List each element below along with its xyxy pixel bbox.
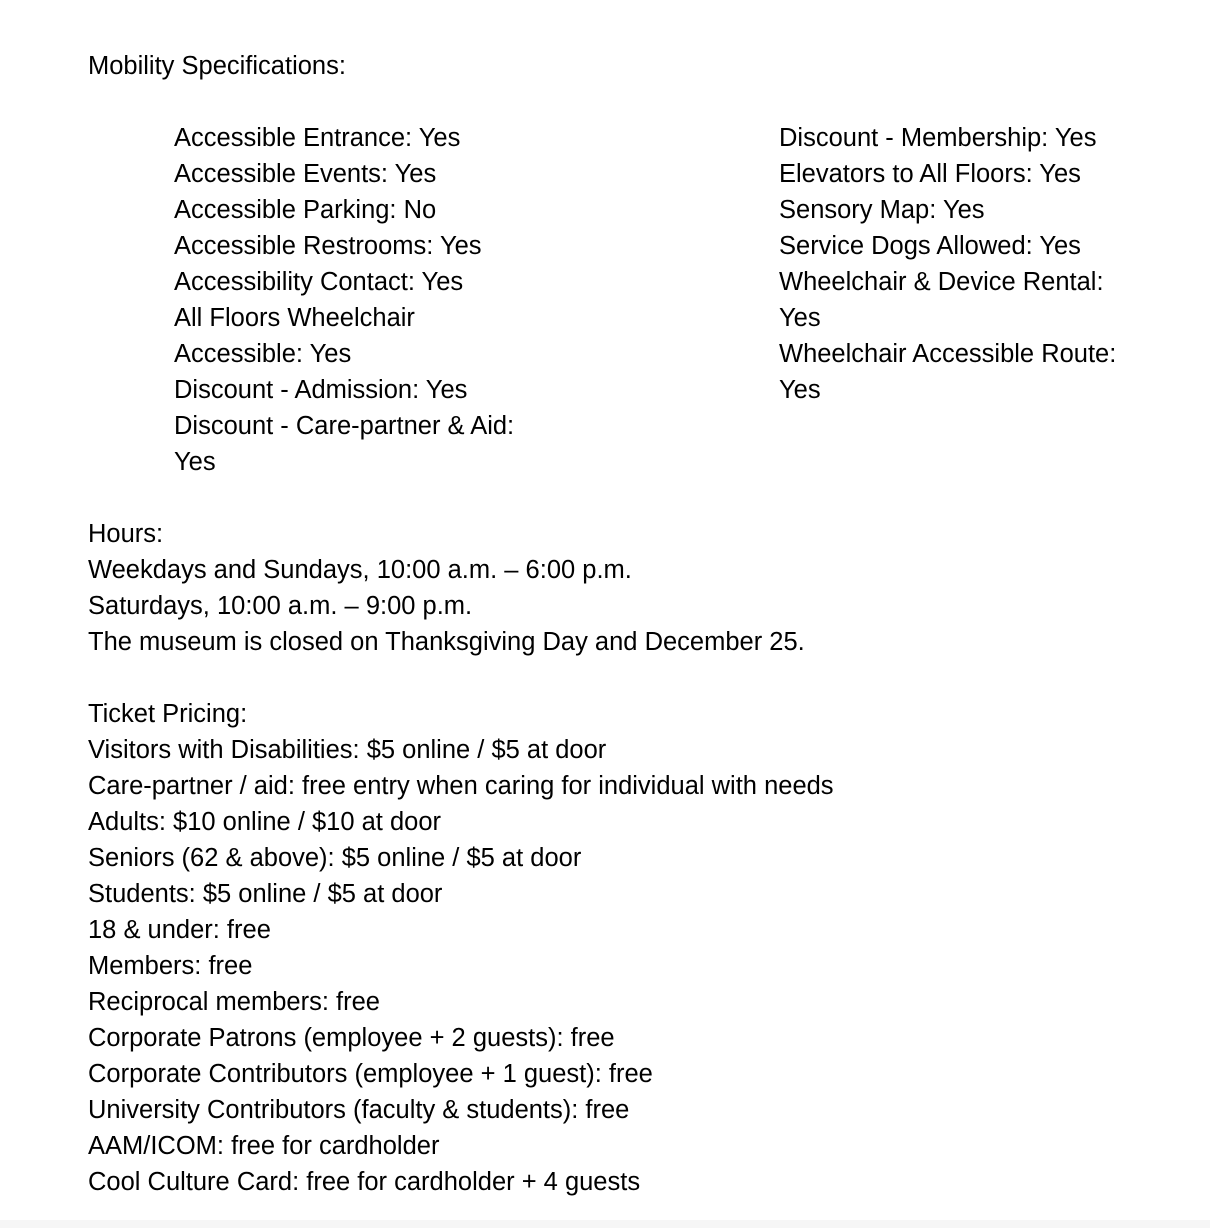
spec-item: Accessible Restrooms: Yes (174, 232, 482, 260)
hours-line: The museum is closed on Thanksgiving Day and December 25. (88, 628, 805, 656)
spec-item: Discount - Care-partner & Aid: Yes (174, 412, 515, 476)
ticket-price-line: University Contributors (faculty & students): free (88, 1096, 630, 1124)
spec-item: Accessibility Contact: Yes (174, 268, 464, 296)
ticket-price-line: AAM/ICOM: free for cardholder (88, 1132, 440, 1160)
ticket-price-line: Cool Culture Card: free for cardholder + 4 guests (88, 1168, 641, 1196)
spec-item: Discount - Admission: Yes (174, 376, 468, 404)
hours-heading: Hours: (88, 520, 164, 548)
spec-item: Discount - Membership: Yes (779, 124, 1097, 152)
ticket-price-line: Visitors with Disabilities: $5 online / $5 at door (88, 736, 607, 764)
spec-item: Accessible Parking: No (174, 196, 437, 224)
spec-item: Wheelchair Accessible Route: Yes (779, 340, 1117, 404)
ticket-price-line: Care-partner / aid: free entry when caring for individual with needs (88, 772, 834, 800)
ticket-price-line: Seniors (62 & above): $5 online / $5 at door (88, 844, 582, 872)
spec-item: Elevators to All Floors: Yes (779, 160, 1081, 188)
ticket-price-line: Corporate Patrons (employee + 2 guests): free (88, 1024, 615, 1052)
ticket-price-line: Corporate Contributors (employee + 1 guest): free (88, 1060, 653, 1088)
page-bottom-edge (0, 1220, 1210, 1228)
hours-section (88, 516, 1188, 660)
ticket-price-line: 18 & under: free (88, 916, 271, 944)
mobility-heading: Mobility Specifications: (88, 52, 346, 80)
hours-line: Weekdays and Sundays, 10:00 a.m. – 6:00 p.m. (88, 556, 632, 584)
mobility-left-column (174, 120, 519, 480)
ticket-price-line: Adults: $10 online / $10 at door (88, 808, 442, 836)
ticket-price-line: Reciprocal members: free (88, 988, 380, 1016)
spec-item: Wheelchair & Device Rental: Yes (779, 268, 1104, 332)
hours-line: Saturdays, 10:00 a.m. – 9:00 p.m. (88, 592, 473, 620)
mobility-right-column (779, 120, 1124, 408)
spec-item: Sensory Map: Yes (779, 196, 985, 224)
ticket-pricing-section (88, 696, 1188, 1200)
ticket-price-line: Students: $5 online / $5 at door (88, 880, 443, 908)
ticket-pricing-heading: Ticket Pricing: (88, 700, 248, 728)
spec-item: Service Dogs Allowed: Yes (779, 232, 1081, 260)
spec-item: All Floors Wheelchair Accessible: Yes (174, 304, 415, 368)
spec-item: Accessible Entrance: Yes (174, 124, 461, 152)
spec-item: Accessible Events: Yes (174, 160, 437, 188)
ticket-price-line: Members: free (88, 952, 253, 980)
